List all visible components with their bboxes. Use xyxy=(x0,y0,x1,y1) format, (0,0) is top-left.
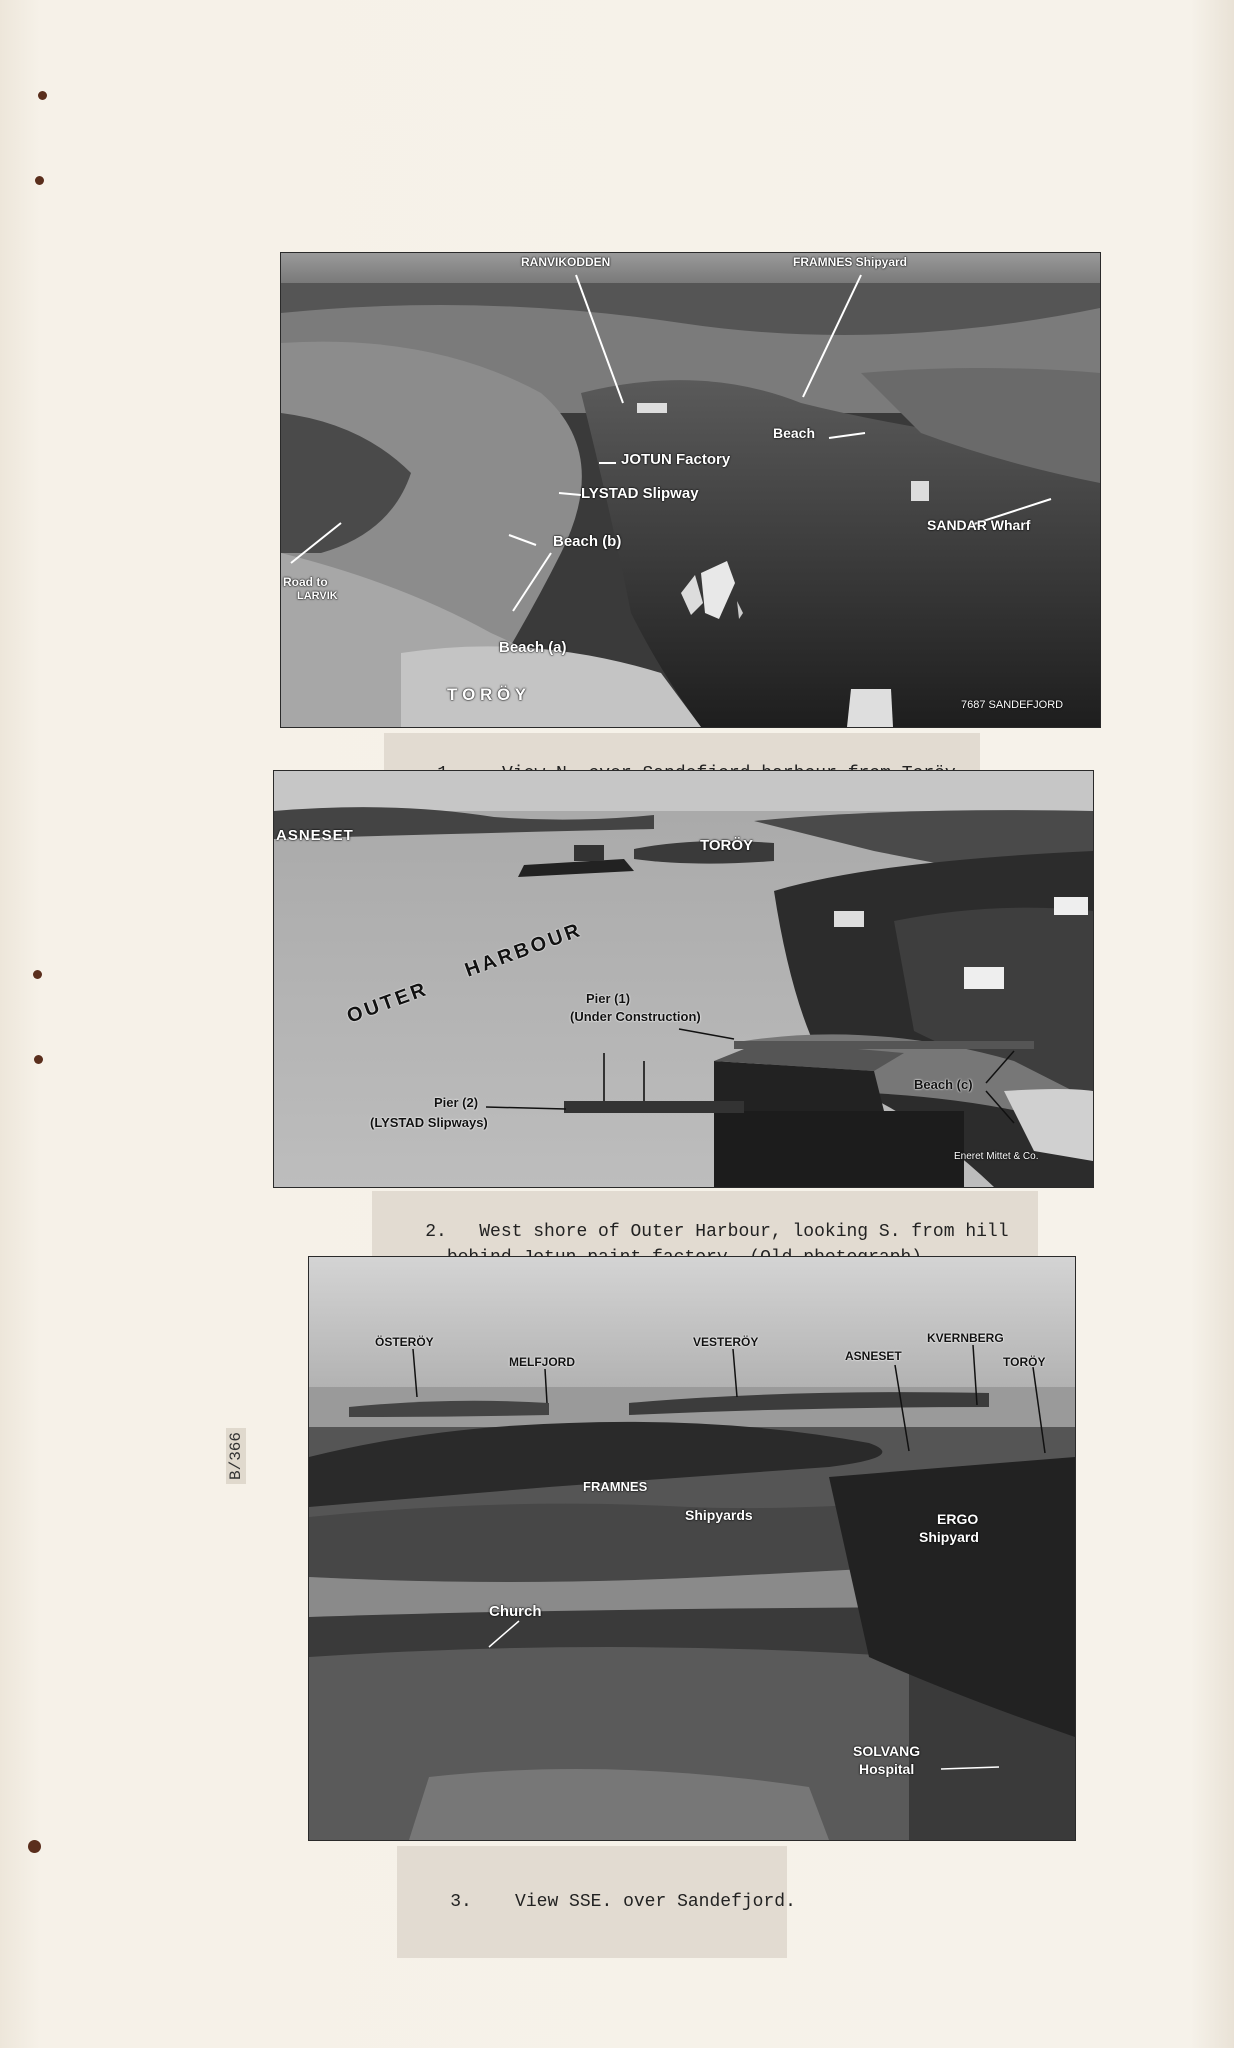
label-pier-2-note: (LYSTAD Slipways) xyxy=(370,1115,488,1130)
label-lystad-slipway: LYSTAD Slipway xyxy=(581,485,699,502)
label-shipyards: Shipyards xyxy=(685,1507,753,1523)
label-pier-1-note: (Under Construction) xyxy=(570,1009,701,1024)
label-beach-a: Beach (a) xyxy=(499,639,567,656)
label-larvik: LARVIK xyxy=(297,590,338,602)
label-church: Church xyxy=(489,1603,542,1620)
label-asneset: ASNESET xyxy=(276,827,354,844)
photo-view-sse xyxy=(309,1257,1075,1840)
label-beach: Beach xyxy=(773,425,816,441)
label-jotun-factory: JOTUN Factory xyxy=(621,451,731,468)
label-beach-c: Beach (c) xyxy=(914,1077,973,1092)
label-toroy: TORÖY xyxy=(1003,1355,1046,1369)
label-ergo-shipyard: Shipyard xyxy=(919,1529,979,1545)
label-sandar-wharf: SANDAR Wharf xyxy=(927,517,1031,533)
label-framnes-shipyard: FRAMNES Shipyard xyxy=(793,255,908,269)
label-asneset: ASNESET xyxy=(845,1349,902,1363)
label-harbour: HARBOUR xyxy=(462,918,586,982)
label-framnes: FRAMNES xyxy=(583,1479,648,1494)
label-beach-b: Beach (b) xyxy=(553,533,622,550)
caption-text-line1: West shore of Outer Harbour, looking S. from hill xyxy=(479,1222,1009,1242)
label-ranvikodden: RANVIKODDEN xyxy=(521,255,611,269)
photo-stamp: 7687 SANDEFJORD xyxy=(961,699,1064,711)
punch-hole xyxy=(35,176,44,185)
punch-hole xyxy=(34,1055,43,1064)
label-toroy: T O R Ö Y xyxy=(447,685,527,704)
label-pier-1: Pier (1) xyxy=(586,991,631,1006)
photo-harbour-from-toroy xyxy=(281,253,1100,727)
label-melfjord: MELFJORD xyxy=(509,1355,575,1369)
punch-hole xyxy=(38,91,47,100)
punch-hole xyxy=(33,970,42,979)
label-osteroy: ÖSTERÖY xyxy=(375,1335,434,1349)
label-ergo: ERGO xyxy=(937,1511,979,1527)
label-outer: OUTER xyxy=(344,977,432,1028)
label-kvernberg: KVERNBERG xyxy=(927,1331,1004,1345)
archive-reference: B/366 xyxy=(226,1428,246,1484)
label-toroy: TORÖY xyxy=(700,837,754,854)
caption-number: 2. xyxy=(425,1222,447,1242)
label-road-to: Road to xyxy=(283,575,328,589)
photo-credit: Eneret Mittet & Co. xyxy=(954,1151,1039,1162)
caption-text: View SSE. over Sandefjord. xyxy=(515,1892,796,1912)
caption-number: 3. xyxy=(450,1892,472,1912)
label-vesteroy: VESTERÖY xyxy=(693,1335,759,1349)
photo-outer-harbour xyxy=(274,771,1093,1187)
label-hospital: Hospital xyxy=(859,1761,915,1777)
label-pier-2: Pier (2) xyxy=(434,1095,479,1110)
label-solvang: SOLVANG xyxy=(853,1743,921,1759)
caption-3 xyxy=(397,1846,796,1958)
punch-hole xyxy=(28,1840,41,1853)
